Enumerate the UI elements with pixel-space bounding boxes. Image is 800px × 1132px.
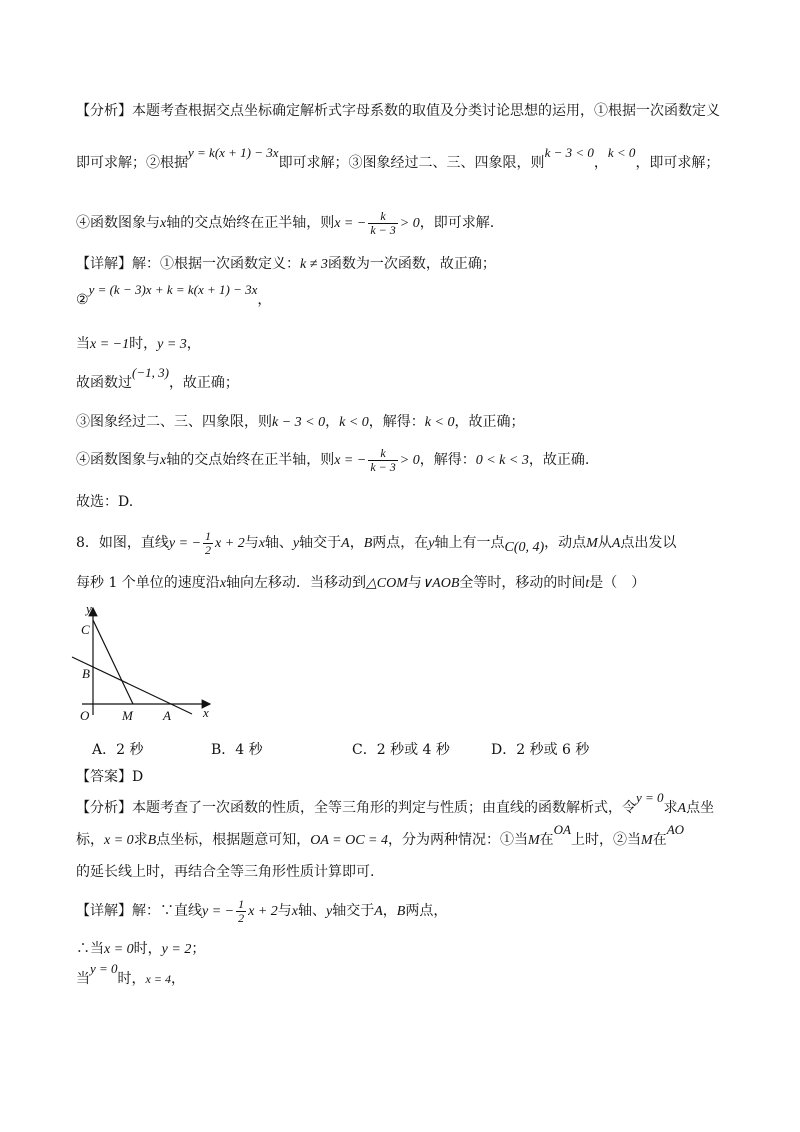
text: 两点，在 — [372, 535, 429, 551]
text: 轴交于 — [299, 535, 342, 551]
text: 点出发以 — [620, 535, 677, 551]
text: 全等时，移动的时间 — [459, 575, 586, 591]
detail-2-line-1 — [76, 894, 447, 929]
var: x — [258, 536, 265, 551]
var: B — [363, 536, 373, 551]
formula: x = 4 — [145, 972, 171, 986]
text: ， — [186, 336, 201, 352]
var: M — [586, 536, 598, 551]
analysis-2-line-2 — [76, 822, 685, 851]
text: 两点， — [405, 903, 448, 919]
text: ，分为两种情况：①当 — [388, 832, 528, 848]
var: x — [160, 453, 167, 468]
denominator: k − 3 — [370, 459, 396, 474]
formula: x = −1 — [90, 337, 130, 352]
numerator: 1 — [205, 528, 212, 543]
text: ， — [325, 414, 340, 430]
text: 【分析】本题考查根据交点坐标确定解析式字母系数的取值及分类讨论思想的运用，①根据一次函数定义 — [76, 103, 720, 119]
text: 即可求解；②根据 — [76, 155, 188, 171]
detail-1-line-2 — [76, 282, 272, 310]
text: 在 — [652, 832, 667, 848]
analysis-2-line-1 — [76, 790, 715, 819]
formula: y = 2 — [161, 942, 192, 957]
formula: y = (k − 3)x + k = k(x + 1) − 3x — [88, 282, 258, 297]
analysis-1-line-3 — [76, 206, 494, 241]
text: 在 — [539, 832, 554, 848]
denominator: k − 3 — [370, 222, 396, 237]
text: ，故正确； — [168, 375, 239, 391]
formula: 0 < k < 3 — [475, 453, 529, 468]
var: t — [585, 576, 590, 591]
text: 8．如图，直线 — [76, 535, 169, 551]
detail-1-line-6 — [76, 443, 589, 478]
denominator: 2 — [238, 910, 245, 925]
text: 【详解】解：∵直线 — [76, 903, 202, 919]
fraction — [236, 898, 246, 925]
numerator: 1 — [238, 896, 245, 911]
text: 点坐标，根据题意可知， — [156, 832, 311, 848]
text: ② — [76, 292, 89, 308]
text: ，即可求解. — [419, 215, 495, 231]
fraction — [203, 530, 213, 557]
formula: x + 2 — [215, 536, 245, 551]
text: 即可求解；③图象经过二、三、四象限，则 — [278, 155, 545, 171]
var: M — [641, 833, 653, 848]
label-y: y — [86, 601, 92, 616]
formula: k − 3 < 0 — [544, 145, 594, 160]
text: 的延长线上时，再结合全等三角形性质计算即可. — [76, 864, 375, 880]
line-ab — [72, 657, 192, 714]
var: M — [528, 833, 540, 848]
text: ； — [191, 941, 206, 957]
formula: y = 3 — [157, 337, 187, 352]
text: 时， — [129, 336, 158, 352]
analysis-1-line-1 — [76, 101, 720, 121]
var: A — [374, 904, 383, 919]
var: y — [326, 904, 333, 919]
text: 是（ ） — [589, 575, 646, 591]
text: ③图象经过二、三、四象限，则 — [76, 414, 272, 430]
numerator: k — [368, 210, 397, 224]
option-a: A．2 秒 — [92, 742, 144, 758]
text: 每秒 1 个单位的速度沿 — [76, 575, 220, 591]
var: y — [292, 536, 300, 551]
formula: y = k(x + 1) − 3x — [188, 145, 279, 160]
var: A — [341, 536, 350, 551]
text: ， — [593, 155, 608, 171]
formula: △COM — [366, 576, 408, 591]
label-o: O — [80, 708, 90, 723]
fraction — [368, 210, 397, 237]
text: ， — [349, 535, 364, 551]
geometry-figure — [60, 600, 230, 730]
text: ，解得： — [419, 452, 476, 468]
text: 当 — [76, 336, 90, 352]
text: 【详解】解：①根据一次函数定义： — [76, 256, 300, 272]
var: B — [396, 904, 406, 919]
formula: y = 0 — [636, 790, 664, 805]
var: A — [611, 536, 621, 551]
var: B — [147, 833, 157, 848]
formula: > 0 — [399, 216, 420, 231]
text: ∴当 — [76, 941, 104, 957]
text: ，故正确. — [528, 452, 590, 468]
label-c: C — [81, 622, 90, 637]
detail-2-line-2 — [76, 939, 205, 960]
formula: k < 0 — [424, 415, 455, 430]
text: 轴、 — [298, 903, 326, 919]
formula: k ≠ 3 — [300, 257, 328, 272]
text: ，解得： — [368, 414, 425, 430]
text: 时， — [117, 971, 146, 987]
detail-1-line-4 — [76, 365, 239, 393]
formula: x + 2 — [248, 904, 278, 919]
label-b: B — [82, 666, 90, 681]
formula: (−1, 3) — [132, 365, 169, 380]
var: x — [160, 216, 167, 231]
text: 轴上有一点 — [434, 535, 505, 551]
fraction — [368, 447, 397, 474]
formula: y = 0 — [90, 961, 118, 976]
answer-line — [76, 767, 143, 787]
formula: x = − — [334, 216, 367, 231]
detail-1-line-1 — [76, 254, 496, 275]
text: 与 — [407, 575, 422, 591]
formula: ∨AOB — [421, 576, 460, 591]
detail-1-line-3 — [76, 334, 201, 355]
text: 轴的交点始终在正半轴，则 — [166, 215, 335, 231]
var: x — [219, 576, 227, 591]
text: 上时，②当 — [571, 832, 642, 848]
text: ，即可求解； — [635, 155, 720, 171]
text: ，动点 — [544, 535, 587, 551]
text: 时， — [133, 941, 162, 957]
formula: AO — [666, 822, 685, 837]
segment-cm — [93, 620, 133, 704]
formula: k < 0 — [339, 415, 369, 430]
var: x — [291, 904, 298, 919]
text: ④函数图象与 — [76, 452, 160, 468]
text: 从 — [597, 535, 612, 551]
label-x: x — [203, 705, 209, 720]
detail-1-line-7 — [76, 492, 133, 512]
text: ， — [257, 292, 272, 308]
formula: k − 3 < 0 — [272, 415, 326, 430]
answer-text: 【答案】D — [76, 769, 144, 785]
text: 函数为一次函数，故正确； — [327, 256, 496, 272]
text: ，故正确； — [454, 414, 525, 430]
text: 标， — [76, 832, 104, 848]
formula: C(0, 4) — [504, 540, 545, 555]
text: 轴、 — [264, 535, 293, 551]
numerator: k — [368, 447, 397, 461]
formula: OA — [553, 822, 572, 837]
option-b: B．4 秒 — [211, 742, 263, 758]
text: 求 — [133, 832, 148, 848]
analysis-1-line-2 — [76, 145, 720, 173]
question-8-line-2 — [76, 573, 645, 594]
label-m: M — [122, 708, 133, 723]
text: 与 — [244, 535, 259, 551]
text: 故选：D. — [76, 494, 134, 510]
question-8-line-1 — [76, 526, 676, 561]
detail-2-line-3 — [76, 961, 185, 989]
denominator: 2 — [205, 542, 212, 557]
text: 当 — [76, 971, 90, 987]
formula: k < 0 — [607, 145, 636, 160]
text: 【分析】本题考查了一次函数的性质，全等三角形的判定与性质；由直线的函数解析式，令 — [76, 800, 636, 816]
option-c: C．2 秒或 4 秒 — [352, 742, 450, 758]
text: 故函数过 — [76, 375, 132, 391]
formula: x = 0 — [104, 942, 134, 957]
var: y — [428, 536, 435, 551]
text: 轴的交点始终在正半轴，则 — [166, 452, 335, 468]
var: A — [677, 801, 687, 816]
analysis-2-line-3 — [76, 862, 374, 882]
text: 求 — [663, 800, 678, 816]
text: 轴交于 — [332, 903, 375, 919]
formula: > 0 — [399, 453, 420, 468]
option-d: D．2 秒或 6 秒 — [491, 742, 590, 758]
label-a: A — [163, 708, 171, 723]
text: ， — [382, 903, 397, 919]
formula: x = 0 — [104, 833, 134, 848]
text: 与 — [277, 903, 292, 919]
text: ， — [170, 971, 185, 987]
formula: x = − — [334, 453, 367, 468]
text: 轴向左移动．当移动到 — [226, 575, 367, 591]
text: ④函数图象与 — [76, 215, 160, 231]
formula: y = − — [168, 536, 202, 551]
formula: OA = OC = 4 — [310, 833, 388, 848]
text: 点坐 — [686, 800, 715, 816]
formula: y = − — [202, 904, 235, 919]
detail-1-line-5 — [76, 412, 524, 433]
